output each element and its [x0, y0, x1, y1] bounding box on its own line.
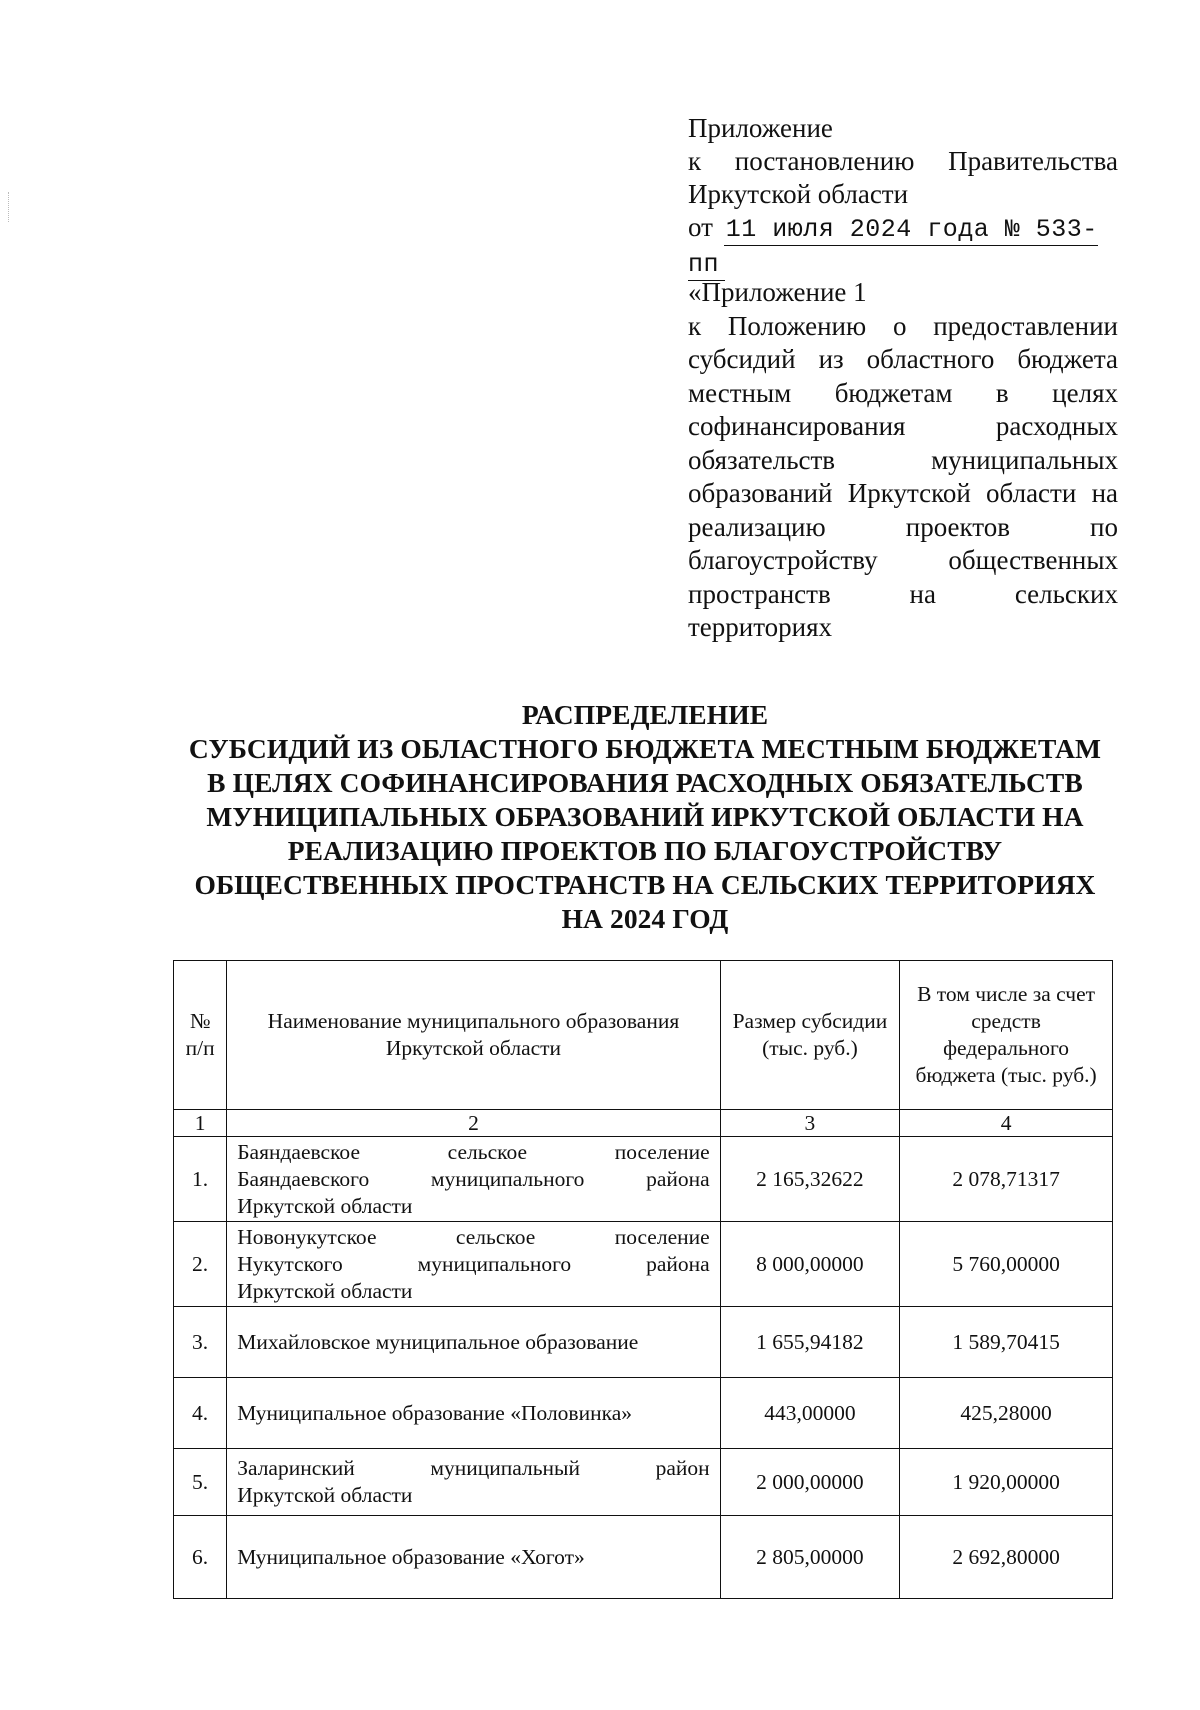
title-line: В ЦЕЛЯХ СОФИНАНСИРОВАНИЯ РАСХОДНЫХ ОБЯЗАТЕЛЬСТВ: [207, 767, 1083, 798]
decree-reference-prefix: от: [688, 212, 713, 242]
name-line: Баяндаевского муниципального района: [237, 1166, 710, 1191]
municipality-name: [227, 1222, 720, 1307]
column-index: 1: [174, 1110, 227, 1137]
annex-line: местным бюджетам в целях: [688, 377, 1118, 408]
title-line: ОБЩЕСТВЕННЫХ ПРОСТРАНСТВ НА СЕЛЬСКИХ ТЕРРИТОРИЯХ: [194, 869, 1096, 900]
title-line: МУНИЦИПАЛЬНЫХ ОБРАЗОВАНИЙ ИРКУТСКОЙ ОБЛАСТИ НА: [206, 801, 1084, 832]
row-number: 6.: [174, 1516, 227, 1599]
municipality-name: [227, 1449, 720, 1516]
table-row: [174, 1516, 1113, 1599]
row-number: 4.: [174, 1378, 227, 1449]
row-number: 3.: [174, 1307, 227, 1378]
subsidy-amount: 2 000,00000: [720, 1449, 899, 1516]
name-line: Заларинский муниципальный район: [237, 1456, 710, 1480]
annex-line: образований Иркутской области на: [688, 478, 1118, 508]
municipality-name: Михайловское муниципальное образование: [227, 1307, 720, 1378]
table-row: [174, 1449, 1113, 1516]
annex-line: субсидий из областного бюджета: [688, 344, 1118, 374]
subsidy-distribution-table: [173, 960, 1113, 1599]
title-line: РЕАЛИЗАЦИЮ ПРОЕКТОВ ПО БЛАГОУСТРОЙСТВУ: [287, 835, 1003, 866]
header-municipality: Наименование муниципального образования Иркутской области: [227, 961, 720, 1110]
annex-line: обязательств муниципальных: [688, 444, 1118, 475]
decree-reference: [688, 211, 1118, 281]
name-line: Иркутской области: [237, 1483, 413, 1507]
name-line: Баяндаевское сельское поселение: [237, 1139, 710, 1164]
header-line: Приложение: [688, 113, 833, 143]
name-line: Новонукутское сельское поселение: [237, 1224, 710, 1249]
table-row: [174, 1307, 1113, 1378]
annex-line: благоустройству общественных: [688, 545, 1118, 575]
header-federal-share: В том числе за счет средств федерального бюджета (тыс. руб.): [900, 961, 1113, 1110]
header-number: № п/п: [174, 961, 227, 1110]
table-row: [174, 1378, 1113, 1449]
name-line: Нукутского муниципального района: [237, 1251, 710, 1276]
header-subsidy-amount: Размер субсидии (тыс. руб.): [720, 961, 899, 1110]
row-number: 1.: [174, 1137, 227, 1222]
table-header-row: [174, 961, 1113, 1110]
title-line: НА 2024 ГОД: [561, 903, 729, 934]
column-index-row: [174, 1110, 1113, 1137]
annex-line: к Положению о предоставлении: [688, 310, 1118, 341]
title-line: СУБСИДИЙ ИЗ ОБЛАСТНОГО БЮДЖЕТА МЕСТНЫМ БЮДЖЕТАМ: [188, 733, 1102, 764]
federal-share: 5 760,00000: [900, 1222, 1113, 1307]
municipality-name: [227, 1137, 720, 1222]
table-row: [174, 1222, 1113, 1307]
federal-share: 425,28000: [900, 1378, 1113, 1449]
name-line: Иркутской области: [237, 1278, 413, 1303]
document-title: [150, 698, 1140, 936]
municipality-name: Муниципальное образование «Половинка»: [227, 1378, 720, 1449]
federal-share: 1 589,70415: [900, 1307, 1113, 1378]
scan-margin-mark: [8, 192, 10, 222]
annex-line: софинансирования расходных: [688, 411, 1118, 441]
federal-share: 2 078,71317: [900, 1137, 1113, 1222]
subsidy-amount: 1 655,94182: [720, 1307, 899, 1378]
annex-line: территориях: [688, 612, 833, 642]
table-row: [174, 1137, 1113, 1222]
annex-header: [688, 276, 1118, 645]
federal-share: 2 692,80000: [900, 1516, 1113, 1599]
municipality-name: Муниципальное образование «Хогот»: [227, 1516, 720, 1599]
column-index: 2: [227, 1110, 720, 1137]
federal-share: 1 920,00000: [900, 1449, 1113, 1516]
title-line: РАСПРЕДЕЛЕНИЕ: [521, 699, 769, 730]
approval-header: [688, 112, 1118, 281]
subsidy-amount: 2 165,32622: [720, 1137, 899, 1222]
subsidy-amount: 8 000,00000: [720, 1222, 899, 1307]
decree-date-number: 11 июля 2024 года № 533-пп: [688, 215, 1098, 279]
column-index: 4: [900, 1110, 1113, 1137]
annex-line: пространств на сельских: [688, 578, 1118, 609]
row-number: 2.: [174, 1222, 227, 1307]
subsidy-amount: 443,00000: [720, 1378, 899, 1449]
header-line: к постановлению Правительства: [688, 146, 1118, 176]
annex-line: «Приложение 1: [688, 277, 867, 307]
header-line: Иркутской области: [688, 179, 909, 209]
name-line: Иркутской области: [237, 1193, 413, 1218]
subsidy-amount: 2 805,00000: [720, 1516, 899, 1599]
annex-line: реализацию проектов по: [688, 511, 1118, 542]
row-number: 5.: [174, 1449, 227, 1516]
column-index: 3: [720, 1110, 899, 1137]
